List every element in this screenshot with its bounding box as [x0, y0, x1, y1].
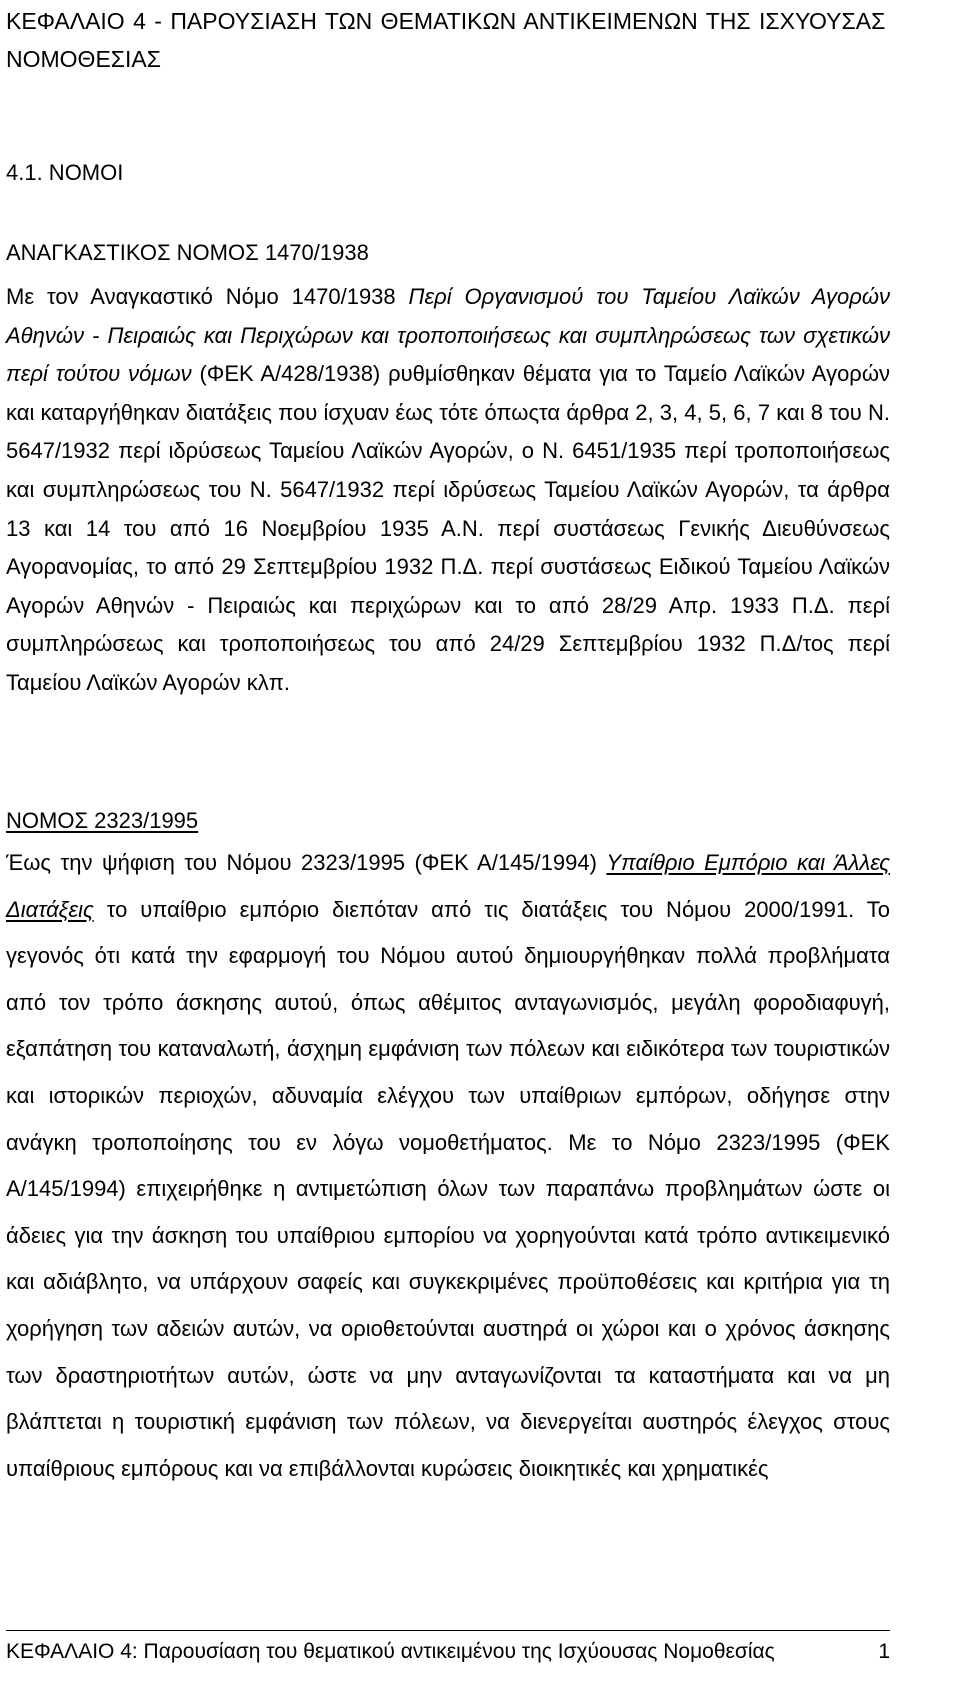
- law1-paragraph-italic-title: Περί Οργανισμού του Ταμείου Λαϊκών Αγορών Αθηνών - Πειραιώς και Περιχώρων και τροποποιήσεως και συμπληρώσεως των σχετικών περί τούτου νόμων: [6, 284, 890, 387]
- law1-paragraph-rest: (ΦΕΚ Α/428/1938) ρυθμίσθηκαν θέματα για το Ταμείο Λαϊκών Αγορών και καταργήθηκαν διατάξεις που ίσχυαν έως τότε όπωςτα άρθρα 2, 3, 4, 5, 6, 7 και 8 του Ν. 5647/1932 περί ιδρύσεως Ταμείου Λαϊκών Αγορών, ο Ν. 6451/1935 περί τροποποιήσεως και συμπληρώσεως του Ν. 5647/1932 περί ιδρύσεως Ταμείου Λαϊκών Αγορών, τα άρθρα 13 και 14 του από 16 Νοεμβρίου 1935 Α.Ν. περί συστάσεως Γενικής Διευθύνσεως Αγορανομίας, το από 29 Σεπτεμβρίου 1932 Π.Δ. περί συστάσεως Ειδικού Ταμείου Λαϊκών Αγορών Αθηνών - Πειραιώς και περιχώρων και το από 28/29 Απρ. 1933 Π.Δ. περί συμπληρώσεως και τροποποιήσεως του από 24/29 Σεπτεμβρίου 1932 Π.Δ/τος περί Ταμείου Λαϊκών Αγορών κλπ.: [6, 361, 890, 695]
- page-number: 1: [878, 1640, 890, 1663]
- law2-paragraph-rest: το υπαίθριο εμπόριο διεπόταν από τις διατάξεις του Νόμου 2000/1991. Το γεγονός ότι κατά την εφαρμογή του Νόμου αυτού δημιουργήθηκαν πολλά προβλήματα από τον τρόπο άσκησης αυτού, όπως αθέμιτος ανταγωνισμός, μεγάλη φοροδιαφυγή, εξαπάτηση του καταναλωτή, άσχημη εμφάνιση των πόλεων και ειδικότερα των τουριστικών και ιστορικών περιοχών, αδυναμία ελέγχου των υπαίθριων εμπόρων, οδήγησε στην ανάγκη τροποποίησης του εν λόγω νομοθετήματος. Με το Νόμο 2323/1995 (ΦΕΚ Α/145/1994) επιχειρήθηκε η αντιμετώπιση όλων των παραπάνω προβλημάτων ώστε οι άδειες για την άσκηση του υπαίθριου εμπορίου να χορηγούνται κατά τρόπο αντικειμενικό και αδιάβλητο, να υπάρχουν σαφείς και συγκεκριμένες προϋποθέσεις και κριτήρια για τη χορήγηση των αδειών αυτών, να οριοθετούνται αυστηρά οι χώροι και ο χρόνος άσκησης των δραστηριοτήτων αυτών, ώστε να μην ανταγωνίζονται τα καταστήματα και να μη βλάπτεται η τουριστική εμφάνιση των πόλεων, να διενεργείται αυστηρός έλεγχος στους υπαίθριους εμπόρους και να επιβάλλονται κυρώσεις διοικητικές και χρηματικές: [6, 896, 890, 1481]
- section-heading: 4.1. ΝΟΜΟΙ: [6, 160, 124, 185]
- law2-heading: ΝΟΜΟΣ 2323/1995: [6, 808, 199, 833]
- law2-paragraph: [6, 840, 890, 1492]
- chapter-title: ΚΕΦΑΛΑΙΟ 4 - ΠΑΡΟΥΣΙΑΣΗ ΤΩΝ ΘΕΜΑΤΙΚΩΝ ΑΝΤΙΚΕΙΜΕΝΩΝ ΤΗΣ ΙΣΧΥΟΥΣΑΣ ΝΟΜΟΘΕΣΙΑΣ: [6, 8, 886, 72]
- law2-paragraph-start: Έως την ψήφιση του Νόμου 2323/1995 (ΦΕΚ Α/145/1994): [6, 850, 607, 875]
- law1-paragraph: [6, 278, 890, 703]
- law2-paragraph-italic-title: Υπαίθριο Εμπόριο και Άλλες Διατάξεις: [6, 850, 890, 922]
- document-page: [6, 0, 890, 1663]
- page-footer: [6, 1630, 890, 1667]
- law1-paragraph-start: Με τον Αναγκαστικό Νόμο 1470/1938: [6, 284, 409, 309]
- law1-heading: ΑΝΑΓΚΑΣΤΙΚΟΣ ΝΟΜΟΣ 1470/1938: [6, 240, 369, 265]
- footer-text: ΚΕΦΑΛΑΙΟ 4: Παρουσίαση του θεματικού αντικειμένου της Ισχύουσας Νομοθεσίας: [6, 1640, 775, 1663]
